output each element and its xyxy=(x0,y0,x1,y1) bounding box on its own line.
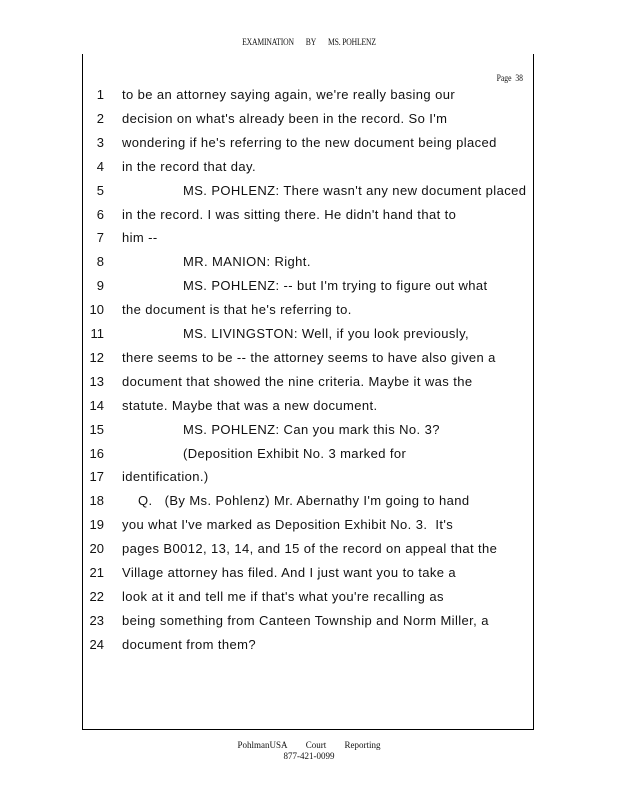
transcript-line xyxy=(0,419,618,443)
line-text: in the record. I was sitting there. He didn't hand that to xyxy=(122,206,457,222)
page-number-label xyxy=(497,73,523,83)
footer-phone: 877-421-0099 xyxy=(283,751,335,761)
line-text: document that showed the nine criteria. Maybe it was the xyxy=(122,373,473,389)
line-text: you what I've marked as Deposition Exhibit No. 3. It's xyxy=(122,517,454,533)
line-text: in the record that day. xyxy=(122,158,256,174)
line-number: 11 xyxy=(90,326,104,341)
transcript-line xyxy=(0,323,618,347)
header-title: EXAMINATION xyxy=(242,37,294,47)
line-text: MS. POHLENZ: Can you mark this No. 3? xyxy=(183,421,440,437)
line-number: 15 xyxy=(89,421,104,437)
line-text: Village attorney has filed. And I just want you to take a xyxy=(122,565,457,580)
transcript-line xyxy=(0,586,618,610)
header-examiner: MS. POHLENZ xyxy=(328,37,376,47)
line-number: 20 xyxy=(89,541,104,557)
transcript-line xyxy=(0,84,618,108)
header-by: BY xyxy=(305,37,317,47)
footer-service-court: Court xyxy=(305,740,327,750)
line-number: 22 xyxy=(89,588,104,604)
transcript-line xyxy=(0,132,618,156)
transcript-line xyxy=(0,227,618,251)
transcript-line xyxy=(0,347,618,371)
line-number: 7 xyxy=(96,230,104,246)
line-text: decision on what's already been in the record. So I'm xyxy=(122,110,448,126)
line-number: 21 xyxy=(89,565,104,580)
transcript-line xyxy=(0,251,618,275)
line-number: 23 xyxy=(89,612,104,628)
line-text: Q. (By Ms. Pohlenz) Mr. Abernathy I'm going to hand xyxy=(122,493,470,509)
line-number: 19 xyxy=(89,517,104,533)
line-number: 14 xyxy=(89,397,104,413)
line-number: 18 xyxy=(89,493,104,509)
line-number: 16 xyxy=(89,445,104,461)
line-text: to be an attorney saying again, we're really basing our xyxy=(122,87,456,102)
page-header xyxy=(46,37,571,47)
transcript-line xyxy=(0,204,618,228)
transcript-line xyxy=(0,514,618,538)
line-number: 24 xyxy=(89,636,104,652)
transcript-line xyxy=(0,443,618,467)
transcript-line xyxy=(0,538,618,562)
line-text: look at it and tell me if that's what you're recalling as xyxy=(122,588,444,604)
line-number: 3 xyxy=(96,134,104,150)
line-text: document from them? xyxy=(122,636,257,652)
transcript-line xyxy=(0,490,618,514)
transcript-line xyxy=(0,466,618,490)
line-number: 4 xyxy=(96,158,104,174)
line-number: 10 xyxy=(89,302,104,318)
line-text: MR. MANION: Right. xyxy=(183,254,311,270)
transcript-line xyxy=(0,634,618,658)
page-footer xyxy=(0,740,618,762)
line-number: 5 xyxy=(96,182,104,198)
transcript-line xyxy=(0,275,618,299)
transcript-line xyxy=(0,562,618,586)
line-text: statute. Maybe that was a new document. xyxy=(122,397,378,413)
footer-service-reporting: Reporting xyxy=(344,740,381,750)
transcript-line xyxy=(0,610,618,634)
transcript-line xyxy=(0,371,618,395)
transcript-line xyxy=(0,180,618,204)
transcript-line xyxy=(0,299,618,323)
transcript-line xyxy=(0,395,618,419)
line-text: the document is that he's referring to. xyxy=(122,302,352,318)
line-text: MS. POHLENZ: There wasn't any new document placed xyxy=(183,182,527,198)
line-text: there seems to be -- the attorney seems to have also given a xyxy=(122,349,496,365)
line-text: (Deposition Exhibit No. 3 marked for xyxy=(183,445,407,461)
line-number: 1 xyxy=(96,87,104,102)
line-number: 13 xyxy=(89,373,104,389)
footer-company: PohlmanUSA xyxy=(237,740,288,750)
line-text: identification.) xyxy=(122,469,209,485)
line-text: wondering if he's referring to the new document being placed xyxy=(122,134,497,150)
line-text: him -- xyxy=(122,230,158,246)
line-text: being something from Canteen Township and Norm Miller, a xyxy=(122,612,489,628)
line-number: 17 xyxy=(89,469,104,485)
transcript-line xyxy=(0,108,618,132)
line-number: 6 xyxy=(96,206,104,222)
line-text: pages B0012, 13, 14, and 15 of the record on appeal that the xyxy=(122,541,498,557)
line-number: 12 xyxy=(89,349,104,365)
line-text: MS. LIVINGSTON: Well, if you look previously, xyxy=(183,326,470,341)
transcript-line xyxy=(0,156,618,180)
line-number: 8 xyxy=(96,254,104,270)
line-number: 2 xyxy=(96,110,104,126)
page-number: 38 xyxy=(515,73,523,83)
line-number: 9 xyxy=(96,278,104,294)
page-word: Page xyxy=(496,73,512,83)
line-text: MS. POHLENZ: -- but I'm trying to figure out what xyxy=(183,278,488,294)
